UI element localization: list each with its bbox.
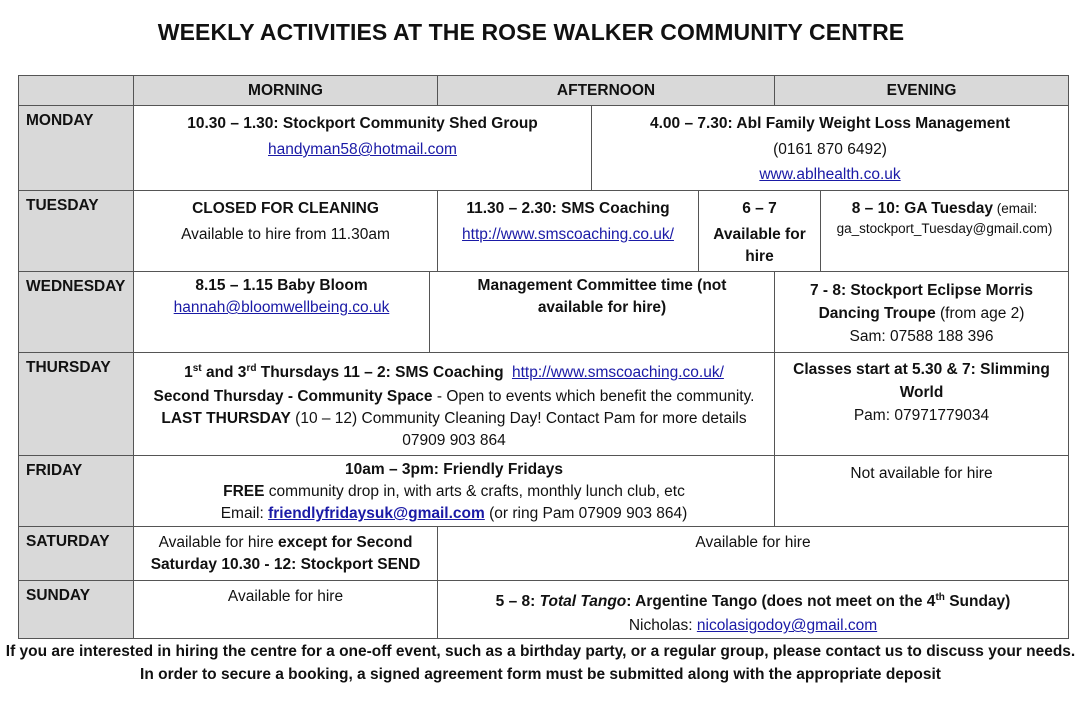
sunday-morning: Available for hire	[133, 580, 438, 639]
day-thursday: THURSDAY	[18, 352, 134, 456]
sunday-rest-pre: 5 – 8:	[495, 593, 540, 611]
wednesday-email-link[interactable]: hannah@bloomwellbeing.co.uk	[173, 299, 390, 316]
day-tuesday: TUESDAY	[18, 190, 134, 272]
day-wednesday: WEDNESDAY	[18, 271, 134, 353]
thursday-line1-mid: and 3	[201, 364, 247, 382]
wednesday-afternoon-title: Management Committee time (not available for hire)	[477, 277, 727, 316]
sunday-rest-italic: Total Tango	[539, 593, 627, 611]
header-evening: EVENING	[774, 75, 1069, 106]
tuesday-mid-text: Available for hire	[713, 226, 806, 265]
thursday-line1-pre: 1	[184, 364, 193, 382]
tuesday-mid-time: 6 – 7	[742, 200, 777, 217]
saturday-morning	[133, 526, 438, 581]
tuesday-early-evening	[698, 190, 821, 272]
sunday-rest	[437, 580, 1069, 639]
friday-email-post: (or ring Pam 07909 903 864)	[484, 505, 688, 522]
tuesday-morning-title: CLOSED FOR CLEANING	[192, 200, 379, 217]
thursday-evening-contact: Pam: 07971779034	[853, 407, 990, 424]
tuesday-afternoon	[437, 190, 699, 272]
friday-free: FREE	[223, 483, 265, 500]
monday-evening-phone: (0161 870 6492)	[773, 141, 887, 158]
wednesday-morning	[133, 271, 430, 353]
tuesday-evening-title: 8 – 10: GA Tuesday	[851, 200, 993, 217]
thursday-second-text: - Open to events which benefit the community.	[432, 388, 755, 406]
thursday-last-bold: LAST THURSDAY	[161, 410, 291, 428]
booking-note: If you are interested in hiring the centre for a one-off event, such as a birthday party, or a regular group, please contact us to discuss your needs. In order to secure a booking, a signed agreement form must be submitted along with the appropriate deposit	[5, 643, 1076, 683]
monday-morning	[133, 105, 592, 191]
thursday-daytime	[133, 352, 775, 456]
friday-evening: Not available for hire	[774, 455, 1069, 527]
sunday-contact-pre: Nicholas:	[628, 617, 697, 635]
friday-email-link[interactable]: friendlyfridaysuk@gmail.com	[268, 505, 485, 522]
tuesday-evening	[820, 190, 1069, 272]
friday-daytime	[133, 455, 775, 527]
thursday-sup2: rd	[246, 363, 257, 374]
tuesday-evening-email: ga_stockport_Tuesday@gmail.com)	[836, 221, 1053, 236]
day-saturday: SATURDAY	[18, 526, 134, 581]
monday-evening	[591, 105, 1069, 191]
monday-morning-title: 10.30 – 1.30: Stockport Community Shed Group	[187, 115, 538, 132]
thursday-second-bold: Second Thursday - Community Space	[153, 388, 433, 406]
wednesday-morning-title: 8.15 – 1.15 Baby Bloom	[195, 277, 368, 294]
monday-evening-title: 4.00 – 7.30: Abl Family Weight Loss Management	[649, 115, 1011, 132]
saturday-morning-bold: except for Second Saturday 10.30 - 12: Stockport SEND	[150, 534, 421, 573]
sunday-rest-sup: th	[935, 592, 945, 603]
wednesday-evening-age: (from age 2)	[935, 305, 1025, 322]
tuesday-sms-link[interactable]: http://www.smscoaching.co.uk/	[462, 226, 674, 243]
sunday-rest-mid: : Argentine Tango (does not meet on the 4	[626, 593, 936, 611]
thursday-sms-link[interactable]: http://www.smscoaching.co.uk/	[511, 364, 724, 382]
monday-website-link[interactable]: www.ablhealth.co.uk	[759, 166, 901, 183]
thursday-evening	[774, 352, 1069, 456]
tuesday-afternoon-title: 11.30 – 2.30: SMS Coaching	[466, 200, 670, 217]
wednesday-evening	[774, 271, 1069, 353]
wednesday-evening-contact: Sam: 07588 188 396	[849, 328, 994, 345]
day-sunday: SUNDAY	[18, 580, 134, 639]
friday-email-pre: Email:	[220, 505, 269, 522]
wednesday-afternoon	[429, 271, 775, 353]
thursday-sup1: st	[192, 363, 202, 374]
sunday-email-link[interactable]: nicolasigodoy@gmail.com	[696, 617, 878, 635]
day-monday: MONDAY	[18, 105, 134, 191]
thursday-last-text: (10 – 12) Community Cleaning Day! Contact Pam for more details 07909 903 864	[290, 410, 747, 450]
header-blank	[18, 75, 134, 106]
thursday-evening-title: Classes start at 5.30 & 7: Slimming World	[793, 361, 1050, 401]
friday-line2: community drop in, with arts & crafts, monthly lunch club, etc	[264, 483, 685, 500]
tuesday-morning	[133, 190, 438, 272]
saturday-rest: Available for hire	[437, 526, 1069, 581]
monday-email-link[interactable]: handyman58@hotmail.com	[268, 141, 457, 158]
tuesday-evening-email-pre: (email:	[993, 201, 1038, 216]
thursday-line1-post: Thursdays 11 – 2: SMS Coaching	[256, 364, 504, 382]
header-morning: MORNING	[133, 75, 438, 106]
friday-title: 10am – 3pm: Friendly Fridays	[345, 461, 563, 478]
day-friday: FRIDAY	[18, 455, 134, 527]
tuesday-morning-sub: Available to hire from 11.30am	[181, 226, 390, 243]
saturday-morning-pre: Available for hire	[158, 534, 279, 551]
wednesday-evening-title: 7 - 8: Stockport Eclipse Morris Dancing Troupe	[809, 282, 1034, 322]
sunday-rest-post: Sunday)	[944, 593, 1011, 611]
header-afternoon: AFTERNOON	[437, 75, 775, 106]
page-title: WEEKLY ACTIVITIES AT THE ROSE WALKER COMMUNITY CENTRE	[157, 19, 905, 45]
